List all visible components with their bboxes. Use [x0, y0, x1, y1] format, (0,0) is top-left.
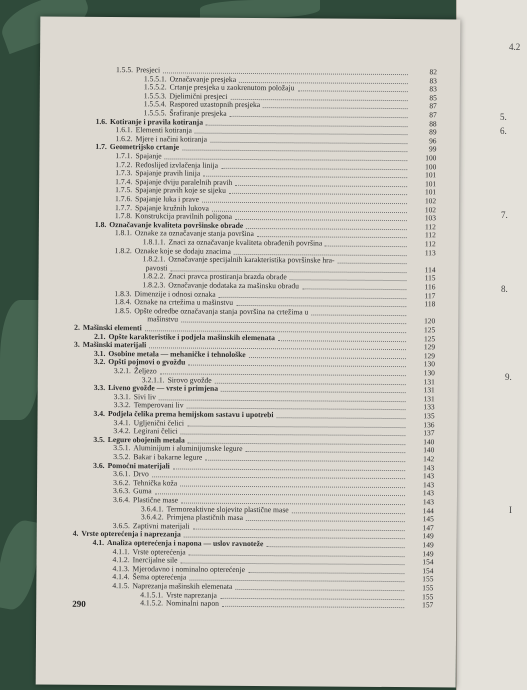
toc-entry-title: Drvo	[133, 469, 149, 479]
toc-entry-title: Sirovo gvožđe	[167, 375, 212, 385]
toc-entry-title: Zaptivni materijali	[132, 520, 190, 531]
toc-entry-number: 1.8.2.2.	[142, 271, 166, 281]
facing-fragment: I	[509, 505, 512, 515]
toc-entry-page: 96	[429, 136, 437, 146]
toc-entry-number: 3.4.2.	[113, 426, 131, 436]
toc-entry-number: 1.6.1.	[115, 125, 133, 135]
toc-entry-title: Pomoćni materijali	[107, 460, 170, 471]
toc-entry-title: Označavanje kvaliteta površinske obrade	[109, 219, 244, 230]
toc-entry-page: 115	[424, 273, 436, 283]
toc-entry-page: 133	[423, 402, 435, 412]
toc-entry-page: 100	[425, 153, 437, 163]
toc-entry-title: Šrafiranje presjeka	[169, 108, 227, 118]
toc-entry-number: 1.5.5.1.	[143, 73, 167, 84]
toc-entry-page: 113	[424, 247, 436, 257]
toc-entry-page: 87	[429, 110, 437, 120]
toc-entry-number: 3.5.1.	[113, 443, 131, 453]
toc-entry-title: Spajanje	[135, 151, 162, 161]
toc-entry-page: 83	[429, 75, 437, 85]
toc-entry-title: Podjela čelika prema hemijskom sastavu i upotrebi	[107, 409, 274, 420]
toc-entry-number: 3.6.4.	[112, 495, 131, 505]
toc-entry-number: 4.	[72, 529, 79, 539]
toc-entry-page: 102	[424, 204, 437, 214]
toc-entry-number: 3.5.2.	[113, 452, 131, 462]
toc-entry-page: 140	[423, 445, 435, 455]
toc-entry-number: 4.1.4.	[112, 572, 130, 582]
facing-fragment: 5.	[500, 112, 507, 122]
toc-entry-page: 129	[423, 342, 436, 352]
toc-entry-title: Mašinski elementi	[82, 322, 142, 333]
toc-entry-page: 88	[429, 118, 437, 128]
toc-entry-page: 131	[423, 376, 435, 386]
toc-entry-title: Primjena plastičnih masa	[166, 512, 243, 523]
toc-entry-page: 112	[425, 222, 436, 232]
toc-entry-page: 155	[422, 583, 434, 593]
toc-entry-title: Ugljenični čelici	[133, 417, 185, 428]
toc-entry-page: 130	[423, 359, 435, 369]
toc-entry-number: 4.1.5.	[112, 581, 130, 591]
leader-dots	[222, 597, 404, 608]
toc-entry-number: 1.7.5.	[115, 185, 133, 195]
toc-entry-number: 3.2.	[93, 357, 106, 367]
toc-entry-title: Kotiranje i pravila kotiranja	[109, 116, 204, 127]
toc-entry-title: Označavanje presjeka	[169, 74, 237, 84]
toc-entry-title: Označavanje dodataka za mašinsku obradu	[168, 280, 300, 291]
toc-entry-page: 82	[429, 67, 437, 77]
toc-entry-number: 1.8.1.1.	[142, 237, 166, 247]
toc-entry-page: 142	[423, 454, 435, 464]
toc-entry-number: 1.8.1.	[114, 228, 132, 238]
toc-entry-number: 3.6.3.	[112, 486, 131, 496]
toc-entry-number: 1.7.6.	[115, 194, 133, 204]
toc-entry-number: 1.5.5.5.	[143, 108, 167, 118]
toc-entry-title: Spajanje dviju paralelnih pravih	[135, 177, 233, 187]
toc-entry-title: Označavanje specijalnih karakteristika površinske hra-	[168, 254, 335, 265]
toc-entry-page: 143	[422, 480, 435, 490]
toc-entry-number: 3.3.	[93, 383, 106, 393]
toc-entry-number: 4.1.	[92, 537, 105, 547]
toc-entry-page: 130	[423, 368, 435, 378]
toc-entry-number: 3.6.4.1.	[140, 503, 164, 514]
toc-entry	[140, 598, 219, 608]
toc-entry-page: 145	[422, 514, 434, 524]
toc-entry-title: Redoslijed izvlačenja linija	[135, 159, 219, 170]
toc-entry-number: 3.2.1.1.	[141, 374, 165, 385]
toc-entry-page: 125	[424, 325, 436, 335]
toc-entry-title: Temperovani liv	[133, 400, 184, 410]
toc-entry-title: Sivi liv	[133, 392, 156, 402]
toc-entry-page: 157	[422, 600, 434, 610]
toc-entry-number: 3.5.	[93, 434, 105, 444]
facing-page	[456, 0, 527, 690]
toc-entry-title: Djelimični presjeci	[169, 91, 228, 101]
toc-entry-page: 125	[423, 333, 436, 343]
toc-entry-title: Dimenzije i odnosi oznaka	[134, 288, 216, 299]
toc-entry-page: 103	[424, 213, 436, 223]
page-number: 290	[72, 598, 86, 609]
toc-entry-title: Guma	[133, 486, 152, 496]
toc-entry-number: 4.1.3.	[112, 563, 130, 573]
toc-entry-number: 1.8.	[94, 219, 107, 229]
toc-entry-page: 149	[422, 540, 434, 550]
toc-entry-page: 101	[425, 170, 437, 180]
toc-entry-page: 101	[424, 187, 437, 197]
toc-entry-title: Aluminijum i aluminijumske legure	[133, 443, 243, 454]
toc-entry-page: 100	[425, 161, 437, 171]
toc-entry-title: Vrste opterećenja	[132, 546, 186, 557]
toc-entry-number: 2.1.	[94, 331, 106, 341]
toc-entry-title: Konstrukcija pravilnih poligona	[135, 211, 233, 222]
toc-entry-number: 1.7.4.	[115, 176, 133, 186]
toc-entry-title: mašinstvu	[147, 314, 179, 324]
toc-entry-number: 3.6.5.	[112, 520, 130, 530]
toc-entry-number: 1.6.	[95, 116, 108, 126]
toc-entry-page: 137	[423, 428, 435, 438]
toc-entry-number: 1.8.3.	[114, 288, 132, 298]
toc-entry-number: 1.5.5.2.	[143, 82, 167, 92]
facing-fragment: 7.	[501, 210, 508, 220]
toc-entry-number: 1.7.1.	[115, 151, 133, 161]
toc-entry-title: Šema opterećenja	[132, 572, 187, 582]
toc-entry-title: Mjerodavno i nominalno opterećenje	[132, 563, 246, 574]
toc-entry-title: Spajanje pravih koje se sijeku	[135, 185, 226, 196]
toc-entry-title: Željezo	[133, 366, 157, 376]
toc-entry-page: 149	[422, 531, 434, 541]
toc-entry-title: pavosti	[145, 263, 168, 273]
toc-entry-page: 140	[423, 437, 435, 447]
facing-fragment: 6.	[500, 126, 507, 136]
toc-entry-title: Legirani čelici	[133, 426, 178, 436]
toc-entry-page: 118	[424, 299, 436, 309]
toc-entry-number: 3.	[74, 339, 80, 350]
toc-entry-title: Legure obojenih metala	[107, 434, 185, 445]
toc-entry-title: Presjeci	[136, 65, 161, 75]
toc-entry-title: Opšte odredbe označavanja stanja površina na crtežima u	[134, 306, 309, 317]
toc-entry-title: Vrste opterećenja i naprezanja	[81, 529, 181, 539]
toc-entry-title: Oznake na crtežima u mašinstvu	[134, 297, 234, 308]
facing-fragment: 4.2	[509, 42, 521, 52]
toc-entry-page: 154	[422, 566, 434, 576]
toc-entry-page: 143	[423, 462, 435, 472]
toc-entry-page: 131	[423, 385, 435, 395]
toc-entry-number: 1.5.5.	[115, 65, 134, 75]
toc-entry-title: Termoreaktivne slojevite plastične mase	[166, 504, 289, 514]
toc-entry-page: 112	[424, 239, 436, 249]
toc-entry-title: Spajanje pravih linija	[135, 168, 201, 178]
toc-entry-title: Opšti pojmovi o gvožđu	[108, 357, 186, 367]
toc-entry-title: Znaci za označavanje kvaliteta obrađenih površina	[168, 237, 323, 248]
toc-entry-page: 87	[429, 101, 437, 111]
toc-entry-title: Inercijalne sile	[132, 555, 178, 565]
toc-entry-title: Znaci pravca prostiranja brazda obrade	[168, 271, 287, 282]
toc-entry-title: Tehnička koža	[133, 477, 178, 488]
toc-entry-number: 1.5.5.4.	[143, 99, 167, 109]
toc-entry-title: Spajanje luka i prave	[135, 194, 200, 204]
toc-entry-page: 155	[422, 591, 434, 601]
toc-entry-number: 4.1.1.	[112, 546, 130, 556]
toc-entry-page: 89	[429, 127, 437, 137]
toc-entry-page: 143	[422, 497, 434, 507]
toc-entry-page: 129	[423, 351, 436, 361]
toc-entry-number: 4.1.5.2.	[140, 598, 164, 608]
toc-entry-title: Spajanje kružnih lukova	[135, 202, 209, 213]
toc-entry-number: 1.8.2.1.	[142, 254, 166, 264]
toc-entry-title: Elementi kotiranja	[135, 125, 192, 135]
toc-entry-page: 117	[424, 290, 436, 300]
toc-entry-title: Opšte karakteristike i podjela mašinskih elemenata	[108, 331, 275, 342]
toc-entry-number: 1.8.5.	[114, 305, 132, 315]
toc-entry-page: 143	[423, 471, 435, 481]
toc-entry-number: 3.6.1.	[113, 469, 131, 479]
toc-entry-page: 144	[422, 505, 434, 515]
toc-entry-number: 4.1.5.1.	[140, 589, 164, 600]
toc-entry-page: 143	[422, 488, 435, 498]
toc-entry-number: 1.7.7.	[114, 202, 133, 212]
toc-entry-number: 1.7.2.	[115, 159, 133, 169]
toc-entry-title: Analiza opterećenja i napona — uslov ravnoteže	[107, 538, 264, 549]
toc-entry-number: 1.7.3.	[115, 168, 133, 178]
toc-entry-number: 3.4.1.	[113, 417, 131, 427]
toc-entry-title: Vrste naprezanja	[166, 590, 217, 600]
toc-entry-number: 1.8.4.	[114, 297, 132, 307]
toc-entry-number: 3.6.	[93, 460, 105, 470]
toc-entry-page: 112	[424, 230, 436, 240]
toc-entry-page: 114	[424, 265, 436, 275]
toc-entry-title: Liveno gvožđe — vrste i primjena	[108, 383, 219, 393]
toc-entry-number: 3.2.1.	[113, 366, 131, 376]
toc-entry-page: 116	[424, 282, 436, 292]
toc-entry-number: 1.7.8.	[114, 211, 133, 221]
toc-entry-title: Plastične mase	[133, 495, 179, 505]
toc-entry-number: 3.4.	[93, 408, 105, 419]
toc-entry-title: Mjere i načini kotiranja	[135, 134, 208, 144]
toc-entry-title: Oznake koje se dodaju znacima	[134, 245, 231, 256]
toc-entry-page: 135	[423, 411, 435, 421]
toc-entry-title: Osobine metala — mehaničke i tehnološke	[108, 348, 246, 359]
toc-entry-title: Oznake za označavanje stanja površina	[134, 228, 254, 239]
toc-entry-number: 1.6.2.	[115, 133, 133, 143]
toc-entry-number: 1.5.5.3.	[143, 91, 167, 101]
toc-entry-page: 155	[422, 574, 434, 584]
toc-entry-title: Crtanje presjeka u zaokrenutom položaju	[169, 82, 295, 93]
facing-fragment: 8.	[501, 284, 508, 294]
toc-entry-number: 2.	[74, 322, 80, 332]
toc-entry-page: 147	[422, 523, 434, 533]
toc-entry-page: 101	[425, 179, 437, 189]
toc-entry-number: 3.1.	[93, 348, 106, 358]
toc-entry-title: Mašinski materijali	[82, 340, 147, 350]
toc-entry-title: Geometrijsko crtanje	[109, 142, 180, 152]
toc-entry-page: 136	[423, 419, 435, 429]
toc-entry-page: 120	[424, 316, 436, 326]
toc-entry-page: 102	[424, 196, 437, 206]
book-page	[36, 17, 461, 688]
toc-entry-page: 83	[429, 84, 437, 94]
toc-entry-page: 99	[428, 144, 437, 154]
toc-entry-number: 3.6.2.	[113, 477, 131, 487]
toc-entry-title: Bakar i bakarne legure	[133, 452, 203, 462]
toc-entry-number: 1.7.	[95, 142, 107, 152]
toc-entry-page: 131	[423, 394, 435, 404]
toc-entry-page: 149	[422, 548, 434, 558]
toc-entry-title: Raspored uzastopnih presjeka	[169, 99, 261, 110]
toc-entry-number: 4.1.2.	[112, 555, 130, 565]
toc-entry-title: Nominalni napon	[165, 598, 219, 608]
facing-fragment: 9.	[505, 372, 512, 382]
toc-entry-title: Naprezanja mašinskih elemenata	[132, 581, 233, 591]
toc-entry-number: 1.8.2.	[114, 245, 132, 255]
toc-entry-number: 1.8.2.3.	[142, 280, 166, 290]
toc-entry-page: 85	[429, 93, 437, 103]
toc-entry-number: 3.3.1.	[113, 391, 131, 401]
toc-entry-page: 154	[422, 557, 434, 567]
toc-entry-number: 3.3.2.	[113, 400, 131, 410]
toc-entry-number: 3.6.4.2.	[140, 512, 164, 522]
